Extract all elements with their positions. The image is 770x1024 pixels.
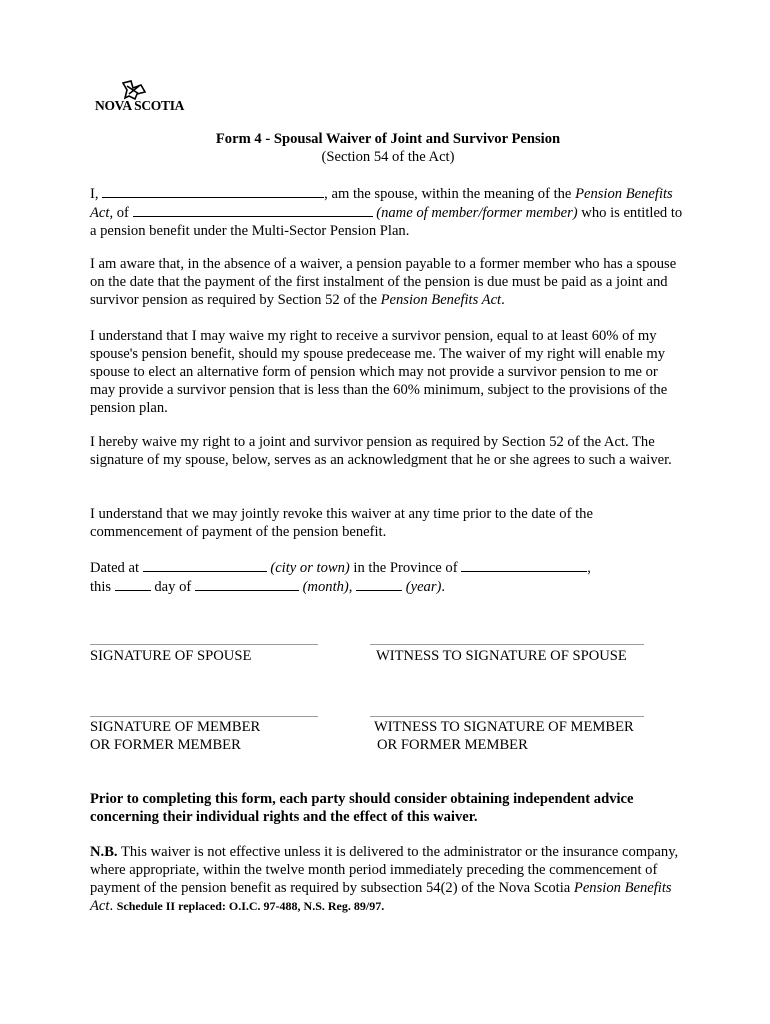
witness-member-signature-label: WITNESS TO SIGNATURE OF MEMBER OR FORMER MEMBER bbox=[374, 719, 634, 753]
spouse-name-field[interactable] bbox=[102, 184, 324, 198]
witness-spouse-signature-line[interactable] bbox=[370, 644, 644, 645]
spouse-signature-line[interactable] bbox=[90, 644, 318, 645]
paragraph-understanding: I understand that I may waive my right to receive a survivor pension, equal to at least 60% of my spouse's pension benefit, should my spouse predecease me. The waiver of my right will enable my spouse to elect an alternative form of pension which may not provide a survivor pension to me or may provide a survivor pension that is less than the 60% minimum, subject to the provisions of the pension plan. bbox=[90, 328, 668, 416]
form-subtitle: (Section 54 of the Act) bbox=[321, 149, 455, 165]
member-signature-label: SIGNATURE OF MEMBER OR FORMER MEMBER bbox=[90, 719, 261, 753]
form-title: Form 4 - Spousal Waiver of Joint and Survivor Pension bbox=[215, 131, 561, 147]
paragraph-waiver: I hereby waive my right to a joint and survivor pension as required by Section 52 of the Act. The signature of my spouse, below, serves as an acknowledgment that he or she agrees to such a waiver. bbox=[90, 434, 672, 468]
day-field[interactable] bbox=[115, 577, 151, 591]
city-field[interactable] bbox=[143, 558, 267, 572]
paragraph-revocation: I understand that we may jointly revoke this waiver at any time prior to the date of the commencement of payment of the pension benefit. bbox=[90, 506, 593, 540]
paragraph-awareness: I am aware that, in the absence of a waiver, a pension payable to a former member who has a spouse on the date that the payment of the first instalment of the pension is due must be paid as a joint and survivor pension as required by Section 52 of the Pension Benefits Act. bbox=[90, 256, 677, 308]
independent-advice-note: Prior to completing this form, each party should consider obtaining independent advice concerning their individual rights and the effect of this waiver. bbox=[90, 791, 634, 825]
witness-spouse-signature-label: WITNESS TO SIGNATURE OF SPOUSE bbox=[376, 648, 627, 664]
paragraph-dated: Dated at (city or town) in the Province of , this day of (month), (year). bbox=[90, 560, 591, 595]
province-field[interactable] bbox=[461, 558, 587, 572]
paragraph-spouse-identity: I, , am the spouse, within the meaning of the Pension Benefits Act, of (name of member/former member) who is entitled to a pension benefit under the Multi-Sector Pension Plan. bbox=[90, 186, 683, 239]
witness-member-signature-line[interactable] bbox=[370, 716, 644, 717]
logo-text: NOVA SCOTIA bbox=[95, 98, 185, 113]
year-field[interactable] bbox=[356, 577, 402, 591]
nova-scotia-logo bbox=[95, 80, 185, 120]
member-name-field[interactable] bbox=[133, 203, 373, 217]
member-signature-line[interactable] bbox=[90, 716, 318, 717]
nb-note: N.B. This waiver is not effective unless it is delivered to the administrator or the insurance company, where appropriate, within the twelve month period immediately preceding the commencement of payment of the pension benefit as required by subsection 54(2) of the Nova Scotia Pension Benefits Act. Schedule II replaced: O.I.C. 97-488, N.S. Reg. 89/97. bbox=[90, 844, 679, 914]
month-field[interactable] bbox=[195, 577, 299, 591]
spouse-signature-label: SIGNATURE OF SPOUSE bbox=[90, 648, 252, 664]
